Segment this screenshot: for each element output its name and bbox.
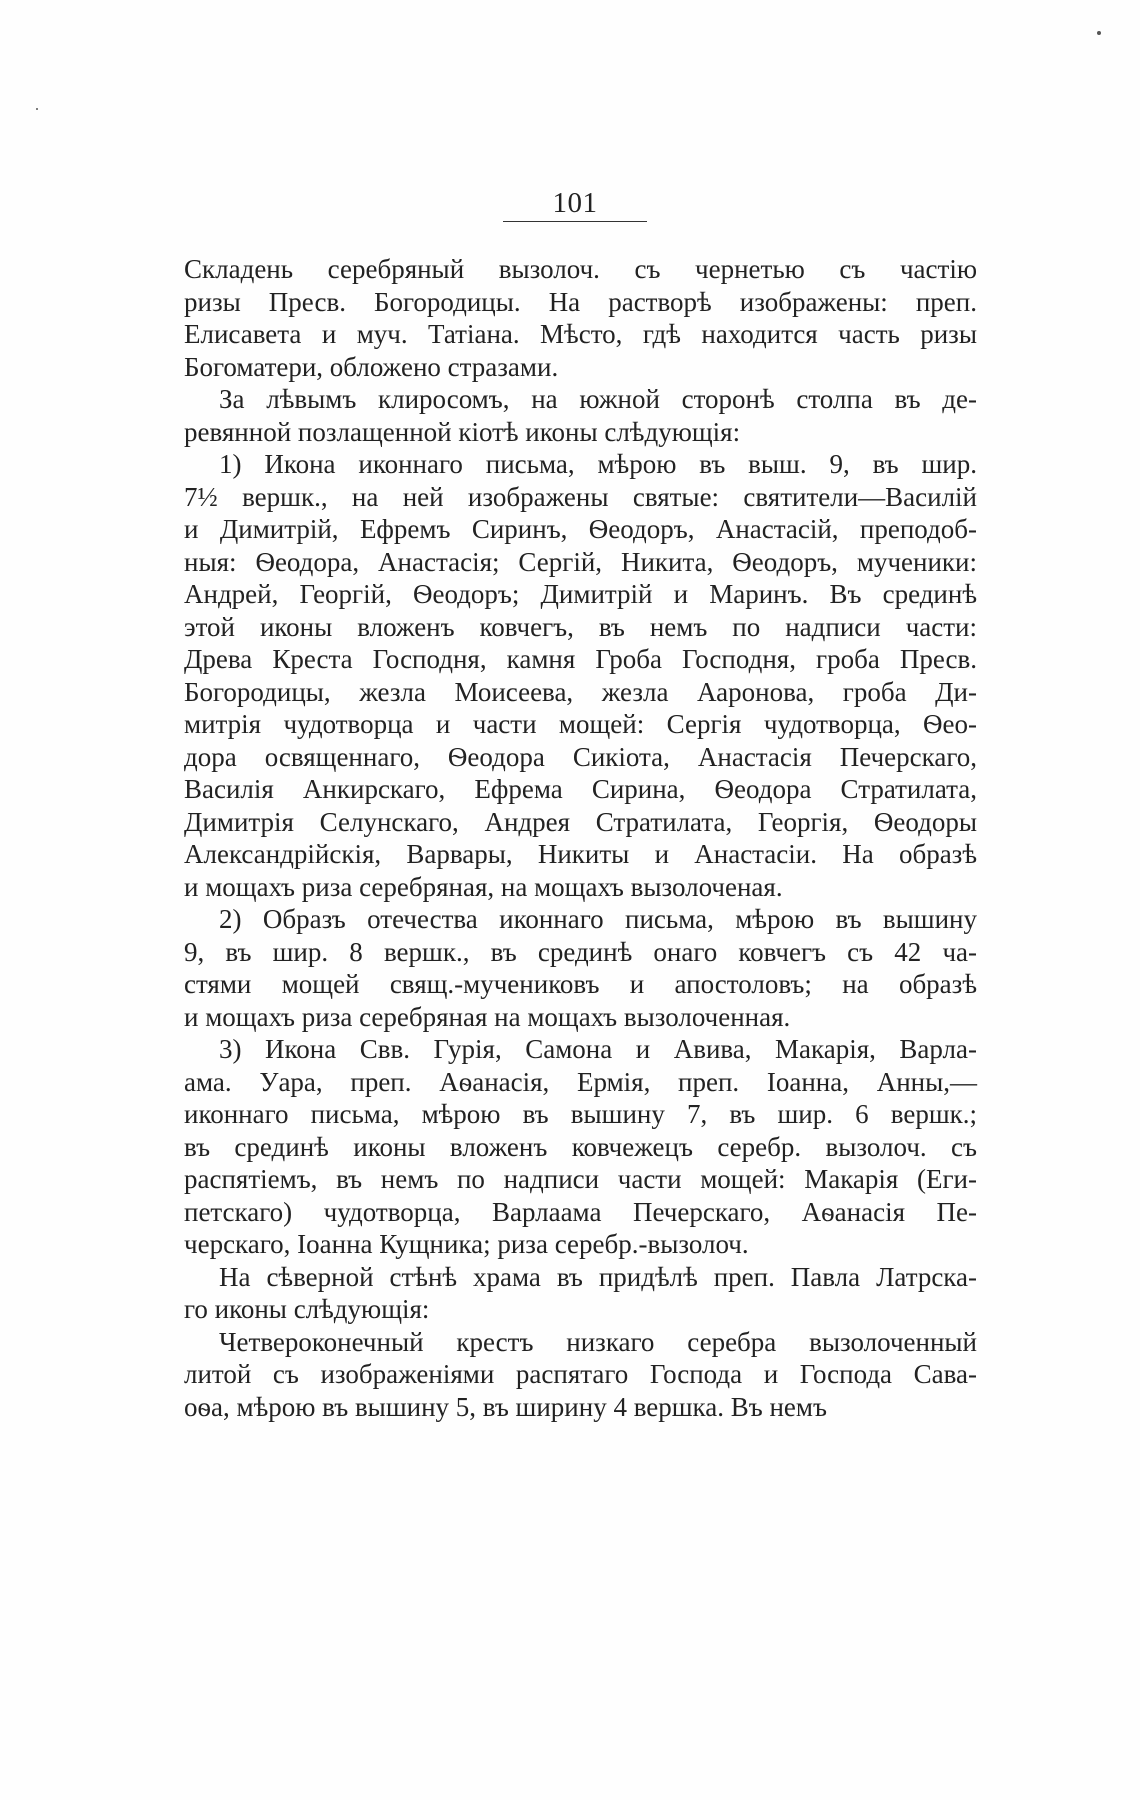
- text-line: На сѣверной стѣнѣ храма въ придѣлѣ преп. Павла Латрска-: [219, 1261, 977, 1292]
- text-line: Елисавета и муч. Татіана. Мѣсто, гдѣ находится часть ризы: [184, 319, 977, 349]
- text-line: Складень серебряный вызолоч. съ чернетью съ частію: [184, 254, 977, 284]
- text-line: 2) Образъ отечества иконнаго письма, мѣрою въ вышину: [219, 904, 977, 934]
- text-line: Четвероконечный крестъ низкаго серебра вызолоченный: [219, 1326, 977, 1357]
- text-line: Богоматери, обложено стразами.: [184, 351, 559, 382]
- paragraph: [184, 383, 977, 448]
- paragraph: [184, 1033, 977, 1261]
- text-line: 7½ вершк., на ней изображены святые: святители—Василій: [184, 481, 977, 512]
- text-line: ама. Уара, преп. Аѳанасія, Ермія, преп. Іоанна, Анны,—: [184, 1066, 977, 1097]
- text-line: этой иконы вложенъ ковчегъ, въ немъ по надписи части:: [184, 611, 977, 642]
- paragraph: [184, 1261, 977, 1326]
- text-line: Димитрія Селунскаго, Андрея Стратилата, Георгія, Ѳеодоры: [184, 806, 977, 837]
- text-line: стями мощей свящ.-мучениковъ и апостоловъ; на образѣ: [184, 969, 977, 999]
- text-line: 9, въ шир. 8 вершк., въ срединѣ онаго ковчегъ съ 42 ча-: [184, 936, 977, 967]
- page-header: [503, 188, 647, 222]
- text-line: Андрей, Георгій, Ѳеодоръ; Димитрій и Маринъ. Въ срединѣ: [184, 579, 977, 609]
- text-line: Богородицы, жезла Моисеева, жезла Ааронова, гроба Ди-: [184, 676, 977, 707]
- text-line: и мощахъ риза серебряная на мощахъ вызолоченная.: [184, 1001, 791, 1032]
- text-line: митрія чудотворца и части мощей: Сергія чудотворца, Ѳео-: [184, 709, 977, 739]
- paragraph: [184, 448, 977, 903]
- text-line: За лѣвымъ клиросомъ, на южной сторонѣ столпа въ де-: [219, 384, 977, 414]
- text-line: ныя: Ѳеодора, Анастасія; Сергій, Никита, Ѳеодоръ, мученики:: [184, 546, 977, 577]
- text-line: распятіемъ, въ немъ по надписи части мощей: Макарія (Еги-: [184, 1164, 977, 1194]
- text-line: Древа Креста Господня, камня Гроба Господня, гроба Пресв.: [184, 644, 977, 674]
- text-line: го иконы слѣдующія:: [184, 1294, 430, 1324]
- text-line: ревянной позлащенной кіотѣ иконы слѣдующія:: [184, 416, 741, 447]
- text-line: Василія Анкирскаго, Ефрема Сирина, Ѳеодора Стратилата,: [184, 774, 977, 804]
- paragraph: [184, 903, 977, 1033]
- page-number: 101: [552, 187, 598, 219]
- text-line: 1) Икона иконнаго письма, мѣрою въ выш. 9, въ шир.: [219, 449, 977, 479]
- text-line: иконнаго письма, мѣрою въ вышину 7, въ шир. 6 вершк.;: [184, 1099, 977, 1129]
- text-line: 3) Икона Свв. Гурія, Самона и Авива, Макарія, Варла-: [219, 1034, 977, 1064]
- paragraph: [184, 1326, 977, 1424]
- body-text: [184, 253, 977, 1423]
- text-line: и Димитрій, Ефремъ Сиринъ, Ѳеодоръ, Анастасій, преподоб-: [184, 514, 977, 544]
- text-line: въ срединѣ иконы вложенъ ковчежецъ серебр. вызолоч. съ: [184, 1131, 977, 1162]
- text-line: литой съ изображеніями распятаго Господа и Господа Сава-: [184, 1359, 977, 1389]
- text-line: ризы Пресв. Богородицы. На растворѣ изображены: преп.: [184, 286, 977, 317]
- paragraph: [184, 253, 977, 383]
- text-line: и мощахъ риза серебряная, на мощахъ вызолоченая.: [184, 871, 783, 902]
- text-line: дора освященнаго, Ѳеодора Сикіота, Анастасія Печерскаго,: [184, 741, 977, 772]
- text-line: Александрійскія, Варвары, Никиты и Анастасіи. На образѣ: [184, 839, 977, 869]
- text-line: петскаго) чудотворца, Варлаама Печерскаго, Аѳанасія Пе-: [184, 1196, 977, 1227]
- header-rule: [503, 221, 647, 222]
- text-line: оѳа, мѣрою въ вышину 5, въ ширину 4 вершка. Въ немъ: [184, 1391, 827, 1422]
- scan-speck: [1097, 31, 1101, 35]
- scan-speck: [36, 108, 38, 110]
- text-line: черскаго, Іоанна Кущника; риза серебр.-вызолоч.: [184, 1229, 749, 1259]
